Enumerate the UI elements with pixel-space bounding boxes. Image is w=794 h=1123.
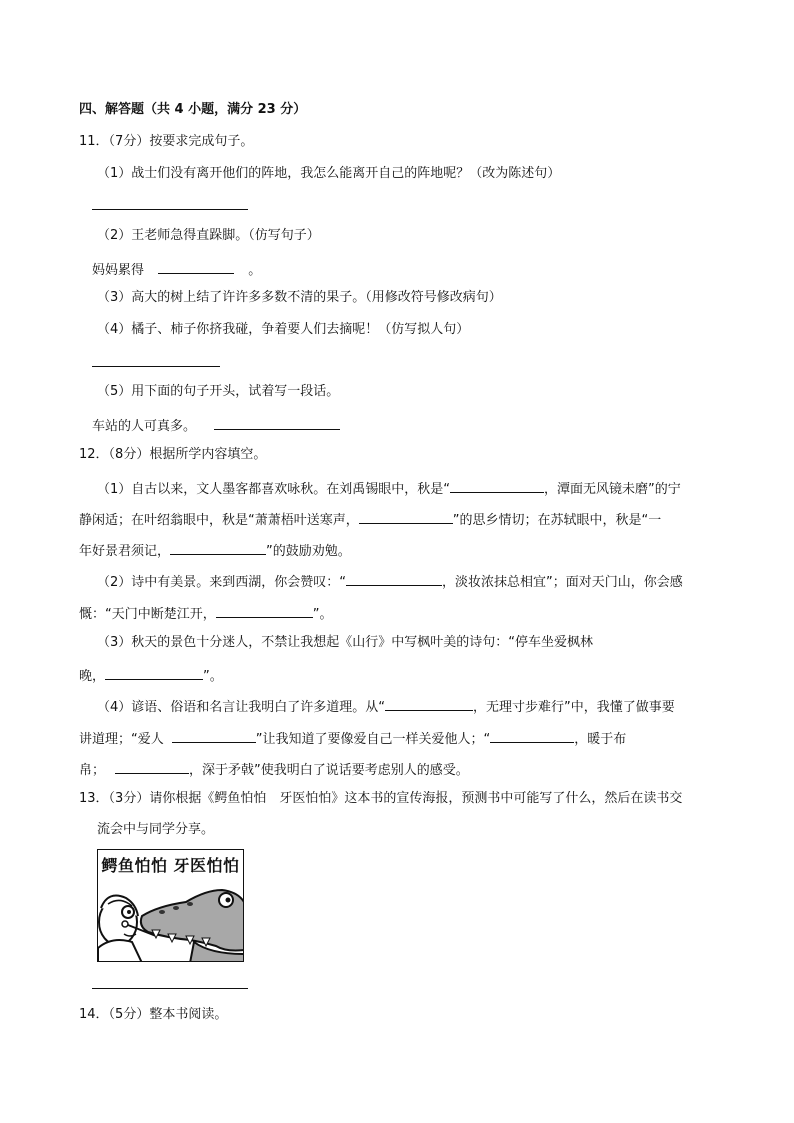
q12-stem: 12．（8分）根据所学内容填空。 <box>79 447 267 462</box>
q12-part2-text-b: ，淡妆浓抹总相宜”；面对天门山，你会感 <box>442 575 683 590</box>
q12-part3-text-a: 晚， <box>79 669 106 684</box>
q11-part1-answer-line[interactable] <box>92 209 248 210</box>
q12-part1-text-f: ”的鼓励劝勉。 <box>266 544 351 559</box>
q12-part4-text-g: ，深于矛戟”使我明白了说话要考虑别人的感受。 <box>189 763 469 778</box>
q11-part2-blank[interactable] <box>158 259 234 274</box>
q13-answer-line[interactable] <box>92 988 248 989</box>
q11-part2: （2）王老师急得直跺脚。（仿写句子） <box>97 228 320 243</box>
q12-part3-text-b: ”。 <box>203 669 223 684</box>
q12-part1-text-c: 静闲适；在叶绍翁眼中，秋是“萧萧梧叶送寒声， <box>79 513 359 528</box>
q11-part5-blank[interactable] <box>214 415 340 430</box>
q12-part1-text-a: （1）自古以来，文人墨客都喜欢咏秋。在刘禹锡眼中，秋是“ <box>97 482 451 497</box>
q11-part2-suffix: 。 <box>248 263 262 278</box>
q12-part4-text-b: ，无理寸步难行”中，我懂了做事要 <box>473 700 675 715</box>
q12-part2-text-a: （2）诗中有美景。来到西湖，你会赞叹：“ <box>97 575 347 590</box>
q13-stem-line1: 13．（3分）请你根据《鳄鱼怕怕 牙医怕怕》这本书的宣传海报，预测书中可能写了什么，然后在读书交 <box>79 791 683 806</box>
q12-part1-text-b: ，潭面无风镜未磨”的宁 <box>544 482 681 497</box>
q11-stem: 11．（7分）按要求完成句子。 <box>79 134 254 149</box>
q12-part2-blank2[interactable] <box>216 603 313 618</box>
q11-part2-prefix: 妈妈累得 <box>92 263 145 278</box>
q11-part2-prompt <box>92 259 261 280</box>
q12-part1-text-e: 年好景君须记， <box>79 544 171 559</box>
q12-part1-text-d: ”的思乡情切；在苏轼眼中，秋是“一 <box>452 513 662 528</box>
q12-part4-blank3[interactable] <box>490 728 574 743</box>
q11-part4: （4）橘子、柿子你挤我碰，争着要人们去摘呢！（仿写拟人句） <box>97 322 470 337</box>
q12-part4-text-d: ”让我知道了要像爱自己一样关爱他人；“ <box>255 732 491 747</box>
section-title: 四、解答题（共 4 小题，满分 23 分） <box>79 102 307 117</box>
q12-part1-line1 <box>97 478 681 499</box>
q12-part1-blank2[interactable] <box>359 509 453 524</box>
q11-part4-answer-line[interactable] <box>92 366 220 367</box>
dentist-crocodile-illustration <box>98 850 244 962</box>
q12-part3-line1: （3）秋天的景色十分迷人，不禁让我想起《山行》中写枫叶美的诗句：“停车坐爱枫林 <box>97 635 594 650</box>
q14-stem: 14．（5分）整本书阅读。 <box>79 1007 228 1022</box>
q12-part1-blank3[interactable] <box>170 540 266 555</box>
q12-part2-line1 <box>97 571 683 592</box>
q11-part5: （5）用下面的句子开头，试着写一段话。 <box>97 384 340 399</box>
q11-part1: （1）战士们没有离开他们的阵地，我怎么能离开自己的阵地呢？（改为陈述句） <box>97 166 561 181</box>
q12-part2-blank1[interactable] <box>346 571 442 586</box>
q12-part1-blank1[interactable] <box>450 478 544 493</box>
q11-part3: （3）高大的树上结了许许多多数不清的果子。（用修改符号修改病句） <box>97 290 502 305</box>
q12-part4-text-e: ，暖于布 <box>574 732 627 747</box>
q12-part2-text-c: 慨：“天门中断楚江开， <box>79 607 216 622</box>
q12-part2-text-d: ”。 <box>312 607 333 622</box>
q13-stem-line2: 流会中与同学分享。 <box>97 822 215 837</box>
q12-part4-line2 <box>79 728 626 749</box>
q12-part4-blank2[interactable] <box>172 728 256 743</box>
q12-part4-text-a: （4）谚语、俗语和名言让我明白了许多道理。从“ <box>97 700 386 715</box>
q12-part2-line2 <box>79 603 333 624</box>
q11-part5-prompt <box>92 415 340 436</box>
book-poster-image <box>97 849 244 962</box>
q12-part4-blank4[interactable] <box>115 759 189 774</box>
q11-part5-prefix: 车站的人可真多。 <box>92 419 197 434</box>
q12-part4-text-f: 帛； <box>79 763 106 778</box>
q12-part1-line3 <box>79 540 351 561</box>
q12-part4-line1 <box>97 696 675 717</box>
q12-part4-line3 <box>79 759 469 780</box>
q12-part4-blank1[interactable] <box>385 696 473 711</box>
q12-part3-blank[interactable] <box>105 665 203 680</box>
poster-title: 鳄鱼怕怕 牙医怕怕 <box>101 856 240 875</box>
q12-part3-line2 <box>79 665 223 686</box>
q12-part4-text-c: 讲道理；“爱人 <box>79 732 164 747</box>
q12-part1-line2 <box>79 509 661 530</box>
